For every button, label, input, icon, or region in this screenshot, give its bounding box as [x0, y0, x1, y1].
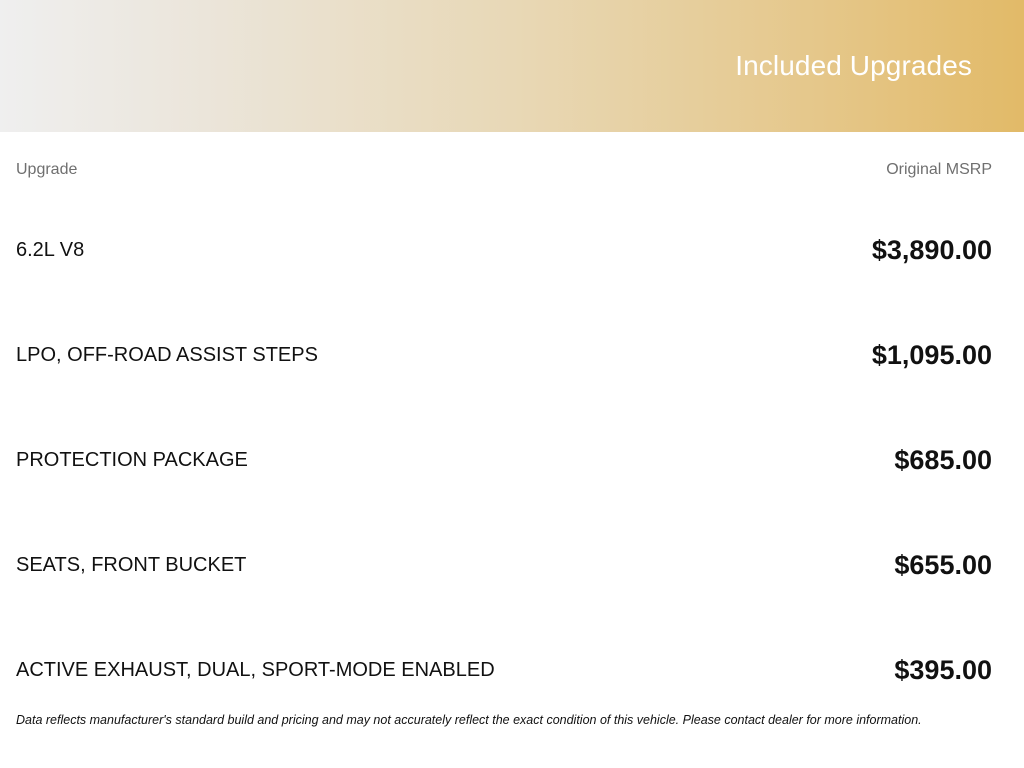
- upgrade-name: LPO, OFF-ROAD ASSIST STEPS: [16, 343, 318, 366]
- table-row: [16, 331, 992, 378]
- upgrade-name: SEATS, FRONT BUCKET: [16, 553, 247, 576]
- upgrade-price: $685.00: [894, 444, 992, 475]
- upgrade-price: $395.00: [894, 654, 992, 685]
- upgrade-list: [16, 226, 992, 693]
- table-header: [16, 161, 992, 179]
- upgrade-name: PROTECTION PACKAGE: [16, 448, 248, 471]
- table-row: [16, 436, 992, 483]
- upgrade-price: $655.00: [894, 549, 992, 580]
- pricing-disclaimer: Data reflects manufacturer's standard build and pricing and may not accurately reflect the exact condition of this vehicle. Please contact dealer for more information.: [16, 713, 922, 727]
- table-row: [16, 646, 992, 693]
- page-title: Included Upgrades: [735, 50, 972, 81]
- included-upgrades-header: [0, 0, 1024, 132]
- table-row: [16, 226, 992, 273]
- upgrade-name: ACTIVE EXHAUST, DUAL, SPORT-MODE ENABLED: [16, 658, 495, 681]
- upgrade-column-header: Upgrade: [16, 161, 78, 178]
- original-msrp-column-header: Original MSRP: [886, 161, 992, 178]
- upgrades-table: [16, 161, 992, 693]
- table-row: [16, 541, 992, 588]
- upgrade-price: $1,095.00: [871, 339, 992, 370]
- upgrade-name: 6.2L V8: [16, 238, 85, 261]
- upgrade-price: $3,890.00: [871, 234, 992, 265]
